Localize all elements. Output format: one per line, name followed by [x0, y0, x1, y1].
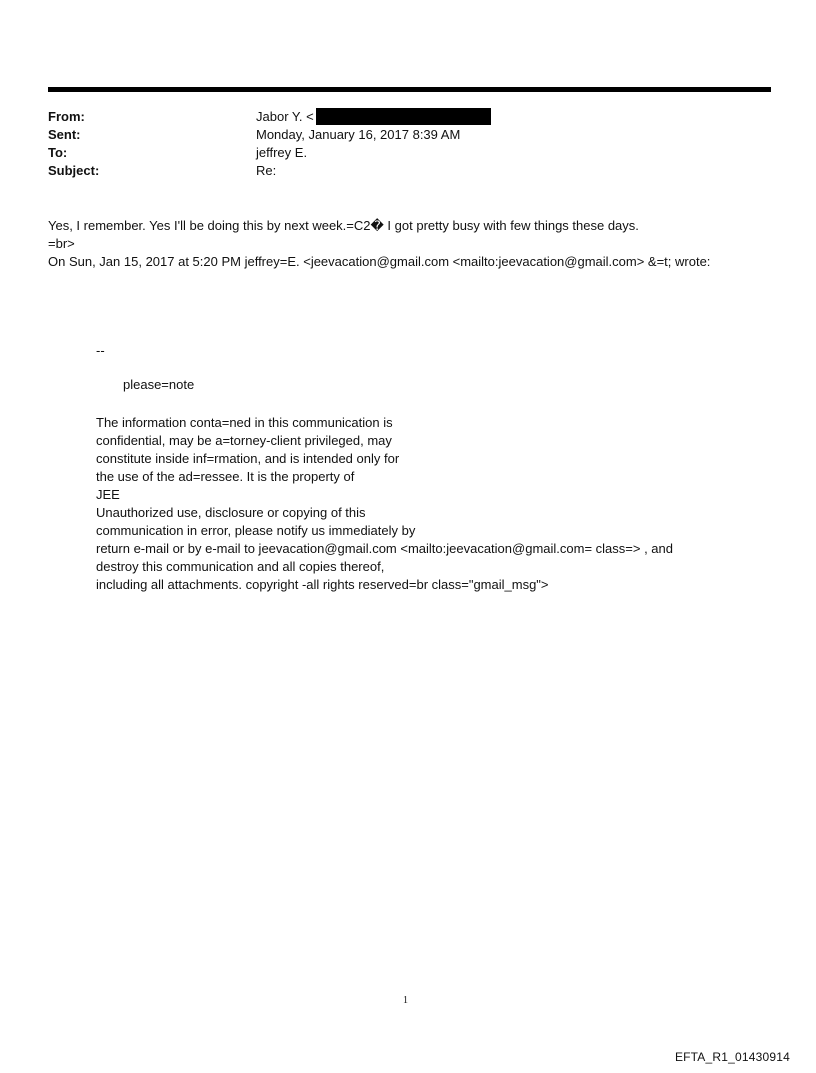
to-value: jeffrey E.	[256, 145, 308, 160]
to-label: To:	[48, 145, 68, 160]
disclaimer-line: including all attachments. copyright -all rights reserved=br class="gmail_msg">	[96, 577, 549, 592]
subject-label: Subject:	[48, 163, 100, 178]
disclaimer-line: constitute inside inf=rmation, and is intended only for	[96, 451, 400, 466]
sent-value: Monday, January 16, 2017 8:39 AM	[256, 127, 461, 142]
subject-value: Re:	[256, 163, 277, 178]
page-number: 1	[403, 995, 408, 1006]
from-label: From:	[48, 109, 85, 124]
signature-separator: --	[96, 343, 105, 358]
disclaimer-line: destroy this communication and all copies thereof,	[96, 559, 385, 574]
signature-note: please=note	[123, 377, 195, 392]
disclaimer-line: return e-mail or by e-mail to jeevacation@gmail.com <mailto:jeevacation@gmail.com= class=> , and	[96, 541, 673, 556]
disclaimer-line: JEE	[96, 487, 120, 502]
header-rule	[48, 87, 771, 92]
disclaimer-line: the use of the ad=ressee. It is the property of	[96, 469, 355, 484]
redaction-box	[316, 108, 491, 125]
from-value	[256, 108, 491, 126]
body-line: On Sun, Jan 15, 2017 at 5:20 PM jeffrey=E. <jeevacation@gmail.com <mailto:jeevacation@gmail.com> &=t; wrote:	[48, 254, 711, 269]
message-body	[48, 217, 710, 271]
disclaimer-line: Unauthorized use, disclosure or copying of this	[96, 505, 366, 520]
disclaimer-line: confidential, may be a=torney-client privileged, may	[96, 433, 392, 448]
disclaimer-line: The information conta=ned in this communication is	[96, 415, 393, 430]
body-line: Yes, I remember. Yes I'll be doing this by next week.=C2� I got pretty busy with few things these days.	[48, 218, 639, 233]
disclaimer-line: communication in error, please notify us immediately by	[96, 523, 416, 538]
sent-label: Sent:	[48, 127, 81, 142]
body-line: =br>	[48, 236, 75, 251]
bates-number: EFTA_R1_01430914	[674, 1050, 790, 1064]
confidentiality-disclaimer	[96, 414, 673, 594]
from-name: Jabor Y. <	[256, 109, 314, 124]
